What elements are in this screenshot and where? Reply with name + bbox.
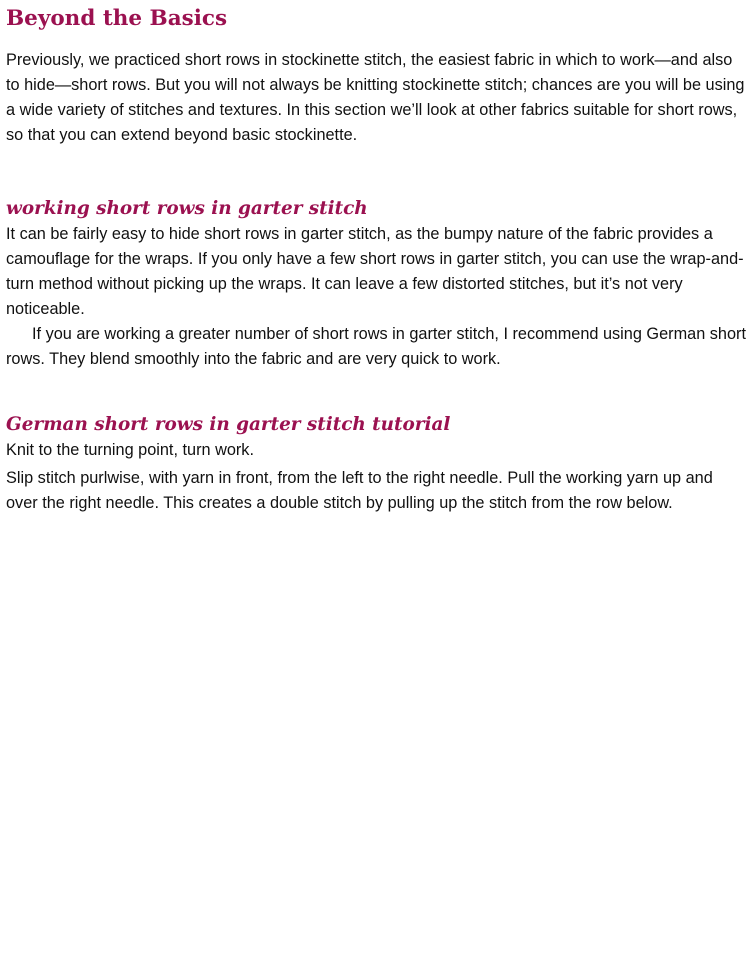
section-heading-garter: working short rows in garter stitch [6, 198, 368, 219]
tutorial-step-2: Slip stitch purlwise, with yarn in front, from the left to the right needle. Pull the working yarn up and over the right needle. This creates a double stitch by pulling up the stitch from the row below. [6, 469, 713, 512]
section-heading-tutorial: German short rows in garter stitch tutorial [6, 414, 451, 435]
garter-paragraph-1: It can be fairly easy to hide short rows in garter stitch, as the bumpy nature of the fabric provides a camouflage for the wraps. If you only have a few short rows in garter stitch, you can use the wrap-and-turn method without picking up the wraps. It can leave a few distorted stitches, but it’s not very noticeable. [6, 225, 744, 318]
garter-paragraph-2: If you are working a greater number of short rows in garter stitch, I recommend using German short rows. They blend smoothly into the fabric and are very quick to work. [6, 325, 746, 368]
tutorial-step-1: Knit to the turning point, turn work. [6, 441, 254, 459]
intro-paragraph: Previously, we practiced short rows in stockinette stitch, the easiest fabric in which to work—and also to hide—short rows. But you will not always be knitting stockinette stitch; chances are you will be using a wide variety of stitches and textures. In this section we’ll look at other fabrics suitable for short rows, so that you can extend beyond basic stockinette. [6, 51, 745, 144]
page-content [6, 0, 746, 516]
page-title: Beyond the Basics [6, 6, 228, 31]
